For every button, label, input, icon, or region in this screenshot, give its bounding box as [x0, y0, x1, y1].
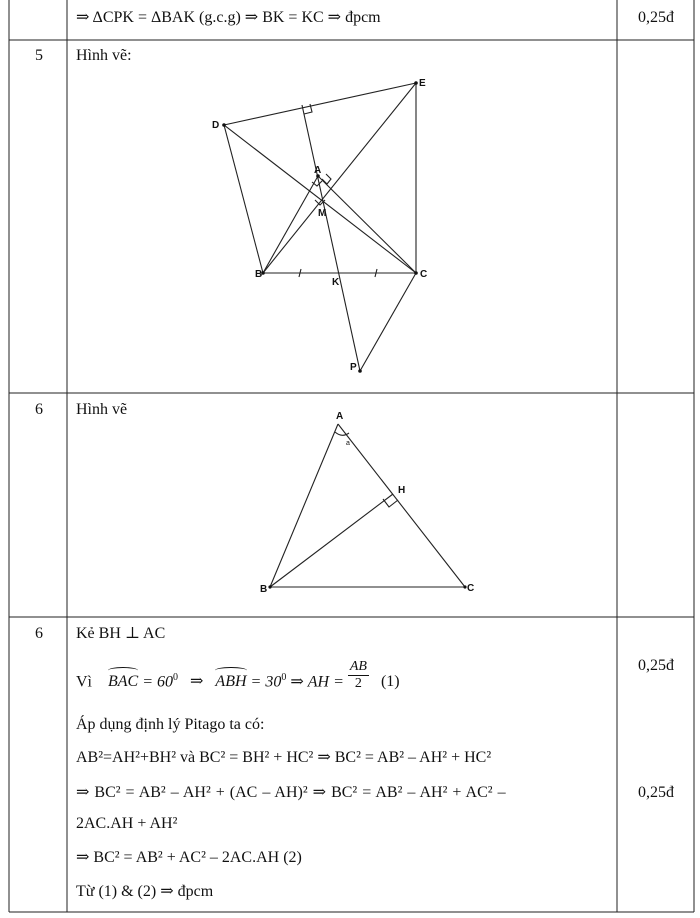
vi-text: Vì	[76, 673, 92, 691]
fig5-label-m: M	[318, 208, 327, 219]
proof-line-5: ⇒ BC² = AB² – AH² + (AC – AH)² ⇒ BC² = AB² – AH² + AC² –	[76, 784, 506, 801]
eq-30: = 30	[250, 673, 282, 691]
fig5-label-k: K	[332, 277, 340, 288]
proof-line-4: AB²=AH²+BH² và BC² = BH² + HC² ⇒ BC² = AB² – AH² + HC²	[76, 749, 492, 766]
proof-line-8: Từ (1) & (2) ⇒ đpcm	[76, 883, 214, 900]
row0-score: 0,25đ	[638, 9, 674, 26]
fig6-angle-label: a	[346, 440, 350, 447]
fig5-label-a: A	[314, 165, 322, 176]
row1-title: Hình vẽ:	[76, 47, 132, 64]
ah-eq: AH =	[307, 673, 344, 691]
arrow-2: ⇒	[290, 673, 304, 691]
row3-score-1: 0,25đ	[638, 657, 674, 674]
fig6-label-c: C	[467, 583, 475, 594]
fig6-label-a: A	[336, 411, 344, 422]
fraction-denominator: 2	[354, 676, 362, 692]
eq-60: = 60	[142, 673, 174, 691]
proof-line-3: Áp dụng định lý Pitago ta có:	[76, 716, 265, 733]
fraction-numerator: AB	[349, 659, 367, 675]
fig5-label-b: B	[255, 269, 263, 280]
proof-line-7: ⇒ BC² = AB² + AC² – 2AC.AH (2)	[76, 849, 302, 866]
fig5-label-c: C	[420, 269, 428, 280]
fraction	[348, 659, 369, 692]
deg-1: 0	[173, 672, 179, 683]
eq-tag-1: (1)	[380, 673, 400, 691]
arrow-1: ⇒	[190, 673, 204, 691]
row2-title: Hình vẽ	[76, 401, 128, 418]
row1-number: 5	[35, 47, 43, 64]
proof-line-2	[76, 659, 400, 698]
row3-number: 6	[35, 625, 43, 642]
proof-line-6: 2AC.AH + AH²	[76, 815, 178, 832]
row3-score-2: 0,25đ	[638, 784, 674, 801]
fig6-label-h: H	[398, 485, 406, 496]
row0-text: ⇒ ΔCPK = ΔBAK (g.c.g) ⇒ BK = KC ⇒ đpcm	[76, 9, 381, 26]
angle-abh: ABH	[215, 673, 247, 691]
angle-bac: BAC	[108, 673, 139, 691]
row2-number: 6	[35, 401, 43, 418]
fig5-label-e: E	[419, 78, 426, 89]
fig6-label-b: B	[260, 584, 268, 595]
deg-2: 0	[281, 672, 287, 683]
proof-line-1: Kẻ BH ⊥ AC	[76, 625, 166, 642]
fig5-label-d: D	[212, 120, 220, 131]
fig5-label-p: P	[350, 362, 357, 373]
